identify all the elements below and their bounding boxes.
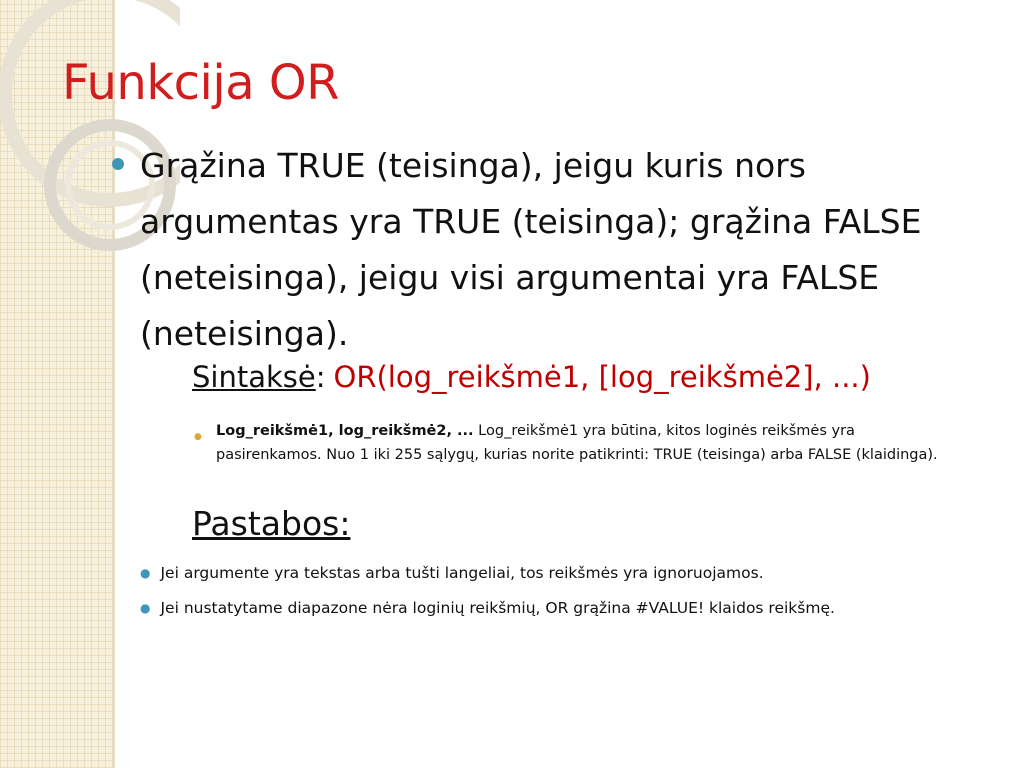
argument-description-text xyxy=(216,419,954,467)
main-bullet-text: Grąžina TRUE (teisinga), jeigu kuris nors argumentas yra TRUE (teisinga); grąžina FALSE (neteisinga), jeigu visi argumentai yra FALSE (neteisinga). xyxy=(140,146,922,353)
argument-explanation: Log_reikšmė1 yra būtina, kitos loginės reikšmės yra pasirenkamos. Nuo 1 iki 255 sąlygų, kurias norite patikrinti: TRUE (teisinga) arba FALSE (klaidinga). xyxy=(216,423,938,463)
syntax-line xyxy=(192,360,871,394)
syntax-colon: : xyxy=(315,360,326,394)
argument-description xyxy=(194,419,954,467)
note-bullet-icon: ● xyxy=(140,601,151,615)
syntax-formula: OR(log_reikšmė1, [log_reikšmė2], ...) xyxy=(333,360,871,394)
bullet-dot-icon xyxy=(112,158,124,170)
main-bullet xyxy=(112,138,992,362)
note-item xyxy=(140,564,764,582)
note-text: Jei nustatytame diapazone nėra loginių reikšmių, OR grąžina #VALUE! klaidos reikšmę. xyxy=(160,599,835,617)
note-text: Jei argumente yra tekstas arba tušti langeliai, tos reikšmės yra ignoruojamos. xyxy=(160,564,764,582)
slide-title: Funkcija OR xyxy=(62,55,339,111)
note-item xyxy=(140,599,835,617)
notes-heading: Pastabos: xyxy=(192,504,351,543)
argument-names: Log_reikšmė1, log_reikšmė2, ... xyxy=(216,423,474,439)
sub-bullet-icon: ● xyxy=(194,432,202,442)
note-bullet-icon: ● xyxy=(140,566,151,580)
syntax-label: Sintaksė xyxy=(192,360,316,394)
